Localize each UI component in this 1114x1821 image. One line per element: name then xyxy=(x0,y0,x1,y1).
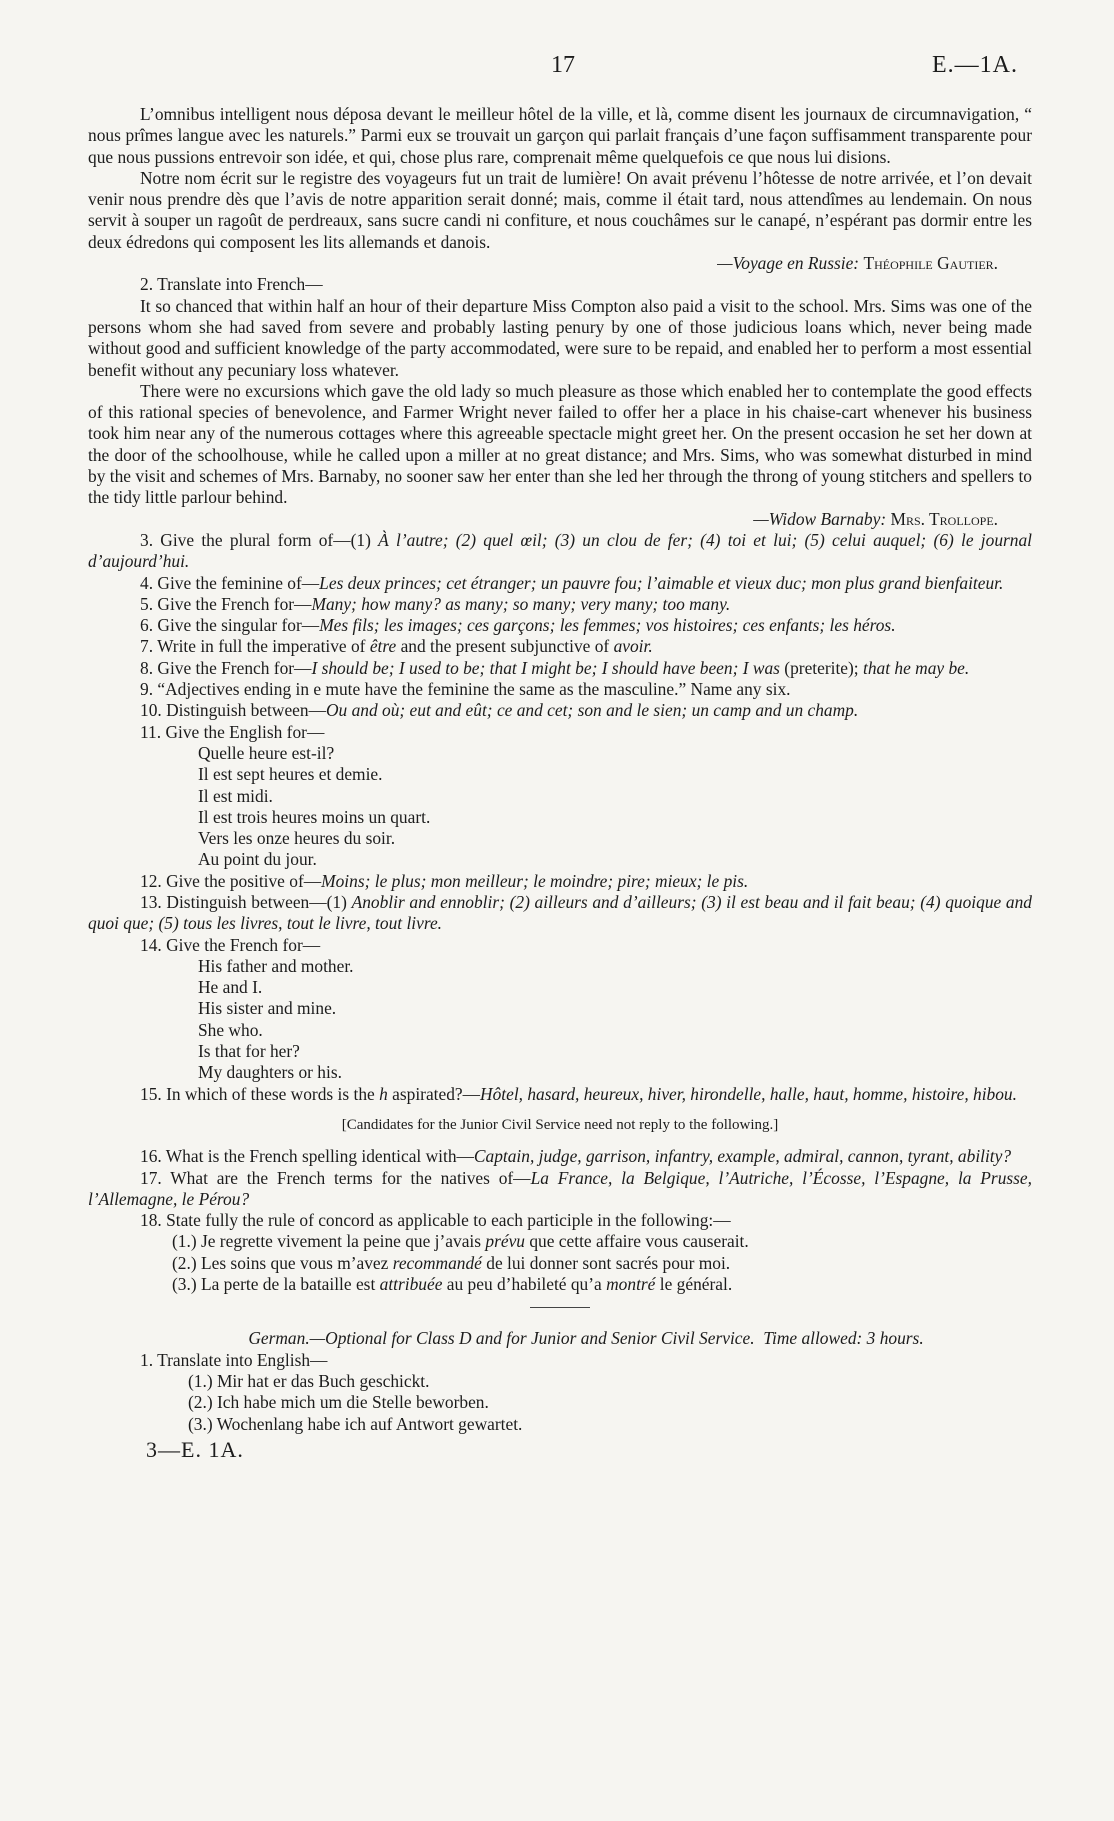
question-2-label: 2. Translate into French— xyxy=(140,274,323,295)
list-item: (3.) Wochenlang habe ich auf Antwort gewartet. xyxy=(188,1413,523,1434)
german-question-1: 1. Translate into English— xyxy=(140,1349,328,1370)
list-item: His father and mother. xyxy=(198,955,354,976)
french-passage-source xyxy=(88,253,1032,274)
question-7: 7. Write in full the imperative of être and the present subjunctive of avoir. xyxy=(140,636,653,657)
list-item: Vers les onze heures du soir. xyxy=(198,828,396,849)
question-8: 8. Give the French for—I should be; I used to be; that I might be; I should have been; I was (preterite); that he may be. xyxy=(140,657,970,678)
list-item: (2.) Les soins que vous m’avez recommandé de lui donner sont sacrés pour moi. xyxy=(172,1252,731,1273)
question-15: 15. In which of these words is the h aspirated?—Hôtel, hasard, heureux, hiver, hirondelle, halle, haut, homme, histoire, hibou. xyxy=(140,1083,1017,1104)
question-14: 14. Give the French for— xyxy=(140,934,321,955)
question-2-para-2: There were no excursions which gave the old lady so much pleasure as those which enabled her to contemplate the good effects of this rational species of benevolence, and Farmer Wright never failed to offer her a place in his chaise-cart whenever his business took him near any of the numerous cottages where this agreeable spectacle might greet her. On the present occasion he set her down at the door of the schoolhouse, while he called upon a miller at no great distance; and Mrs. Sims, who was somewhat disturbed in mind by the visit and schemes of Mrs. Barnaby, no sooner saw her enter than she led her through the throng of young stitchers and spellers to the tidy little parlour behind. xyxy=(88,380,1032,508)
question-2-para-1: It so chanced that within half an hour of their departure Miss Compton also paid a visit to the school. Mrs. Sims was one of the persons whom she had saved from severe and probably lasting penury by one of those judicious loans which, never being made without good and sufficient knowledge of the party accommodated, were sure to be repaid, and enabled her to perform a most essential benefit without any pecuniary loss whatever. xyxy=(88,295,1032,380)
candidates-note: [Candidates for the Junior Civil Service need not reply to the following.] xyxy=(341,1116,779,1133)
question-4: 4. Give the feminine of—Les deux princes; cet étranger; un pauvre fou; l’aimable et vieux duc; mon plus grand bienfaiteur. xyxy=(140,572,1004,593)
question-5: 5. Give the French for—Many; how many? as many; so many; very many; too many. xyxy=(140,593,731,614)
page-header xyxy=(0,52,1114,82)
source-work: —Widow Barnaby: xyxy=(753,508,887,529)
list-item: Quelle heure est-il? xyxy=(198,742,335,763)
list-item: Il est sept heures et demie. xyxy=(198,764,383,785)
question-6: 6. Give the singular for—Mes fils; les images; ces garçons; les femmes; vos histoires; ces enfants; les héros. xyxy=(140,615,896,636)
question-3: 3. Give the plural form of—(1) À l’autre; (2) quel œil; (3) un clou de fer; (4) toi et lui; (5) celui auquel; (6) le journal d’aujourd’hui. xyxy=(88,529,1033,572)
document-reference: E.—1A. xyxy=(932,52,1018,78)
list-item: (1.) Je regrette vivement la peine que j’avais prévu que cette affaire vous causerait. xyxy=(172,1231,749,1252)
list-item: Is that for her? xyxy=(198,1041,300,1062)
list-item: She who. xyxy=(198,1019,263,1040)
question-14-items xyxy=(88,956,1032,1084)
list-item: Au point du jour. xyxy=(198,849,317,870)
source-work: —Voyage en Russie: xyxy=(717,253,860,274)
list-item: His sister and mine. xyxy=(198,998,337,1019)
section-divider xyxy=(530,1307,590,1308)
question-13: 13. Distinguish between—(1) Anoblir and ennoblir; (2) ailleurs and d’ailleurs; (3) il est beau and il fait beau; (4) quoique and quoi que; (5) tous les livres, tout le livre, tout livre. xyxy=(88,891,1032,934)
source-author: Théophile Gautier. xyxy=(863,253,998,274)
question-18: 18. State fully the rule of concord as applicable to each participle in the following:— xyxy=(140,1210,731,1231)
question-10: 10. Distinguish between—Ou and où; eut and eût; ce and cet; son and le sien; un camp and un champ. xyxy=(140,700,859,721)
question-17: 17. What are the French terms for the natives of—La France, la Belgique, l’Autriche, l’Écosse, l’Espagne, la Prusse, l’Allemagne, le Pérou? xyxy=(88,1167,1032,1209)
list-item: (3.) La perte de la bataille est attribuée au peu d’habileté qu’a montré le général. xyxy=(172,1274,733,1295)
french-passage-para-1: L’omnibus intelligent nous déposa devant le meilleur hôtel de la ville, et là, comme disent les journaux de circumnavigation, “ nous prîmes langue avec les naturels.” Parmi eux se trouvait un garçon qui parlait français d’une façon suffisamment transparente pour que nous pussions entrevoir son idée, et qui, chose plus rare, comprenait même quelquefois ce que nous lui disions. xyxy=(88,104,1032,167)
question-18-items xyxy=(88,1231,1032,1295)
source-author: Mrs. Trollope. xyxy=(890,508,998,529)
page-signature: 3—E. 1A. xyxy=(146,1436,244,1462)
time-allowed: Time allowed: 3 hours. xyxy=(763,1328,924,1349)
german-heading: German.—Optional for Class D and for Junior and Senior Civil Service. Time allowed: 3 hours. xyxy=(248,1328,924,1349)
page-body xyxy=(88,104,1032,1460)
german-question-1-items xyxy=(88,1371,1032,1435)
question-12: 12. Give the positive of—Moins; le plus; mon meilleur; le moindre; pire; mieux; le pis. xyxy=(140,870,749,891)
list-item: My daughters or his. xyxy=(198,1062,342,1083)
question-16: 16. What is the French spelling identical with—Captain, judge, garrison, infantry, example, admiral, cannon, tyrant, ability? xyxy=(140,1146,1012,1167)
list-item: (2.) Ich habe mich um die Stelle beworben. xyxy=(188,1392,489,1413)
list-item: (1.) Mir hat er das Buch geschickt. xyxy=(188,1370,430,1391)
question-11-items xyxy=(88,743,1032,871)
french-passage-para-2: Notre nom écrit sur le registre des voyageurs fut un trait de lumière! On avait prévenu l’hôtesse de notre arrivée, et l’on devait venir nous prendre dès que l’avis de notre apparition serait donné; mais, comme il était tard, nous attendîmes au lendemain. On nous servit à souper un ragoût de perdreaux, sans sucre candi ni confiture, et nous couchâmes sur le canapé, n’espérant pas dormir entre les deux édredons qui composent les lits allemands et danois. xyxy=(88,167,1032,252)
question-2-source xyxy=(88,509,1032,530)
list-item: Il est midi. xyxy=(198,785,273,806)
list-item: Il est trois heures moins un quart. xyxy=(198,806,431,827)
page-number: 17 xyxy=(551,52,575,78)
question-11: 11. Give the English for— xyxy=(140,721,325,742)
list-item: He and I. xyxy=(198,977,263,998)
question-9: 9. “Adjectives ending in e mute have the feminine the same as the masculine.” Name any six. xyxy=(140,679,791,700)
